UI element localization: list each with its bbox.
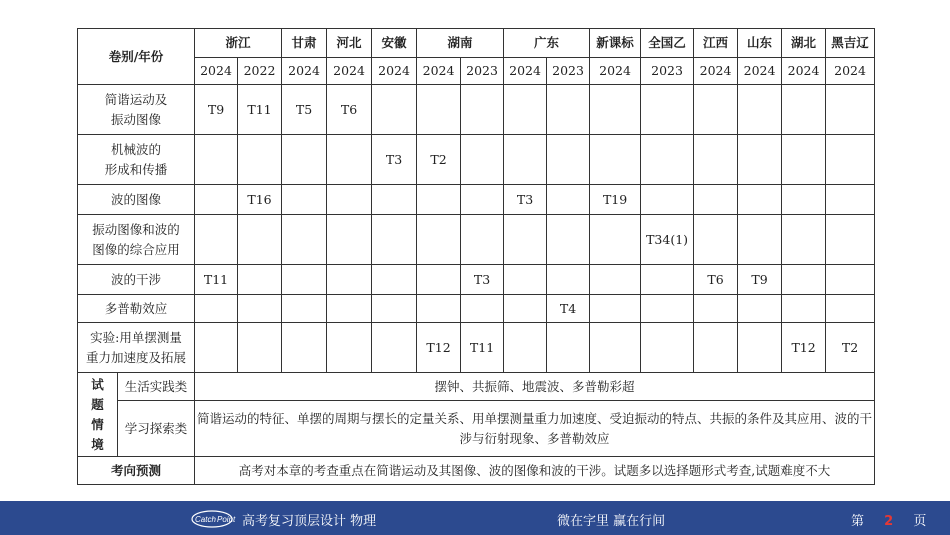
question-cell	[590, 135, 641, 185]
situation-type: 生活实践类	[118, 373, 195, 401]
year-cell: 2024	[782, 58, 826, 85]
question-cell	[195, 135, 238, 185]
question-cell: T11	[238, 85, 282, 135]
question-cell	[782, 265, 826, 295]
year-cell: 2024	[694, 58, 738, 85]
year-cell: 2024	[282, 58, 327, 85]
topic-label	[78, 215, 195, 265]
question-cell	[195, 295, 238, 323]
question-cell: T4	[547, 295, 590, 323]
year-cell: 2023	[641, 58, 694, 85]
question-cell	[282, 265, 327, 295]
situation-type: 学习探索类	[118, 401, 195, 457]
svg-text:Catch: Catch	[195, 515, 216, 524]
corner-label: 卷别/年份	[78, 29, 195, 85]
question-cell: T2	[826, 323, 875, 373]
question-cell	[738, 135, 782, 185]
question-cell	[782, 215, 826, 265]
question-cell	[590, 265, 641, 295]
topic-row	[78, 85, 875, 135]
question-cell	[694, 215, 738, 265]
year-cell: 2024	[504, 58, 547, 85]
question-cell	[327, 215, 372, 265]
question-cell: T12	[417, 323, 461, 373]
situation-char: 试	[91, 376, 104, 392]
page-prefix: 第	[851, 514, 865, 529]
question-cell: T11	[195, 265, 238, 295]
question-cell	[327, 265, 372, 295]
topic-line: 重力加速度及拓展	[86, 349, 187, 365]
question-cell	[782, 135, 826, 185]
year-cell: 2024	[590, 58, 641, 85]
year-cell: 2023	[547, 58, 590, 85]
forecast-text: 高考对本章的考查重点在简谐运动及其图像、波的图像和波的干涉。试题多以选择题形式考查,试题难度不大	[195, 457, 875, 485]
topic-line: 波的图像	[111, 191, 162, 207]
question-cell	[504, 323, 547, 373]
situation-row	[78, 373, 875, 401]
question-cell	[826, 265, 875, 295]
question-cell	[238, 323, 282, 373]
svg-text:Point: Point	[217, 515, 236, 524]
question-cell	[282, 215, 327, 265]
question-cell	[238, 215, 282, 265]
question-cell	[547, 265, 590, 295]
situation-char: 境	[91, 436, 104, 452]
question-cell: T34(1)	[641, 215, 694, 265]
province-header: 湖北	[782, 29, 826, 58]
exam-topic-table	[77, 28, 875, 485]
year-cell: 2024	[327, 58, 372, 85]
question-cell	[195, 215, 238, 265]
question-cell	[372, 85, 417, 135]
question-cell	[504, 135, 547, 185]
question-cell	[461, 295, 504, 323]
question-cell	[738, 185, 782, 215]
question-cell: T6	[327, 85, 372, 135]
question-cell: T3	[461, 265, 504, 295]
situation-char: 情	[91, 416, 104, 432]
question-cell	[461, 135, 504, 185]
question-cell: T6	[694, 265, 738, 295]
question-cell	[327, 295, 372, 323]
topic-label	[78, 185, 195, 215]
situation-text: 摆钟、共振筛、地震波、多普勒彩超	[195, 373, 875, 401]
question-cell	[238, 265, 282, 295]
question-cell	[238, 295, 282, 323]
page-suffix: 页	[913, 514, 927, 529]
topic-line: 振动图像和波的	[92, 221, 180, 237]
question-cell	[738, 215, 782, 265]
question-cell	[641, 185, 694, 215]
topic-label	[78, 295, 195, 323]
catchpoint-logo	[190, 508, 238, 530]
question-cell	[782, 295, 826, 323]
question-cell	[738, 85, 782, 135]
question-cell	[590, 295, 641, 323]
situation-row	[78, 401, 875, 457]
topic-label	[78, 323, 195, 373]
province-header: 浙江	[195, 29, 282, 58]
question-cell	[590, 323, 641, 373]
footer-title: 高考复习顶层设计 物理	[242, 514, 377, 529]
province-header: 河北	[327, 29, 372, 58]
question-cell	[504, 85, 547, 135]
question-cell	[417, 185, 461, 215]
question-cell	[238, 135, 282, 185]
province-header: 甘肃	[282, 29, 327, 58]
year-cell: 2024	[738, 58, 782, 85]
question-cell: T16	[238, 185, 282, 215]
footer-slogan: 微在字里 赢在行间	[557, 514, 666, 529]
topic-row	[78, 295, 875, 323]
year-cell: 2024	[195, 58, 238, 85]
question-cell	[694, 85, 738, 135]
question-cell: T3	[504, 185, 547, 215]
year-cell: 2024	[826, 58, 875, 85]
situation-text: 简谐运动的特征、单摆的周期与摆长的定量关系、用单摆测量重力加速度、受迫振动的特点、共振的条件及其应用、波的干涉与衍射现象、多普勒效应	[195, 401, 875, 457]
province-header: 全国乙	[641, 29, 694, 58]
question-cell: T12	[782, 323, 826, 373]
question-cell	[195, 323, 238, 373]
question-cell	[826, 295, 875, 323]
question-cell	[782, 185, 826, 215]
question-cell	[694, 135, 738, 185]
question-cell	[590, 215, 641, 265]
province-header: 安徽	[372, 29, 417, 58]
question-cell	[641, 265, 694, 295]
question-cell	[826, 215, 875, 265]
topic-line: 振动图像	[111, 111, 162, 127]
question-cell	[547, 323, 590, 373]
question-cell	[417, 265, 461, 295]
question-cell	[327, 185, 372, 215]
question-cell	[282, 135, 327, 185]
question-cell	[738, 295, 782, 323]
question-cell	[461, 185, 504, 215]
question-cell	[694, 295, 738, 323]
question-cell	[738, 323, 782, 373]
question-cell	[417, 215, 461, 265]
question-cell	[417, 295, 461, 323]
question-cell	[372, 295, 417, 323]
page-indicator	[851, 510, 926, 529]
topic-row	[78, 185, 875, 215]
question-cell	[547, 135, 590, 185]
year-cell: 2022	[238, 58, 282, 85]
year-cell: 2023	[461, 58, 504, 85]
header-row-years	[78, 58, 875, 85]
topic-label	[78, 135, 195, 185]
topic-label	[78, 85, 195, 135]
question-cell: T9	[195, 85, 238, 135]
question-cell	[282, 295, 327, 323]
topic-row	[78, 323, 875, 373]
question-cell	[782, 85, 826, 135]
situation-char: 题	[91, 396, 104, 412]
question-cell	[641, 323, 694, 373]
question-cell	[461, 215, 504, 265]
question-cell	[282, 185, 327, 215]
topic-line: 机械波的	[111, 141, 162, 157]
question-cell	[195, 185, 238, 215]
question-cell	[547, 185, 590, 215]
topic-row	[78, 135, 875, 185]
province-header: 江西	[694, 29, 738, 58]
topic-line: 形成和传播	[104, 161, 168, 177]
province-header: 黑吉辽	[826, 29, 875, 58]
situation-label	[78, 373, 118, 457]
year-cell: 2024	[417, 58, 461, 85]
forecast-label: 考向预测	[78, 457, 195, 485]
forecast-row	[78, 457, 875, 485]
question-cell	[826, 85, 875, 135]
question-cell	[461, 85, 504, 135]
question-cell	[327, 323, 372, 373]
topic-row	[78, 215, 875, 265]
province-header: 湖南	[417, 29, 504, 58]
question-cell: T2	[417, 135, 461, 185]
province-header: 广东	[504, 29, 590, 58]
year-cell: 2024	[372, 58, 417, 85]
topic-row	[78, 265, 875, 295]
question-cell	[826, 135, 875, 185]
page-number: 2	[884, 514, 894, 529]
province-header: 山东	[738, 29, 782, 58]
question-cell	[504, 295, 547, 323]
question-cell: T9	[738, 265, 782, 295]
topic-line: 实验:用单摆测量	[90, 329, 182, 345]
question-cell: T11	[461, 323, 504, 373]
question-cell	[372, 185, 417, 215]
question-cell	[641, 85, 694, 135]
topic-line: 波的干涉	[111, 271, 162, 287]
question-cell	[504, 215, 547, 265]
question-cell	[641, 135, 694, 185]
question-cell: T19	[590, 185, 641, 215]
province-header: 新课标	[590, 29, 641, 58]
question-cell	[372, 215, 417, 265]
question-cell	[694, 323, 738, 373]
question-cell	[504, 265, 547, 295]
topic-line: 图像的综合应用	[92, 241, 180, 257]
question-cell: T5	[282, 85, 327, 135]
topic-line: 多普勒效应	[104, 300, 168, 316]
question-cell	[547, 85, 590, 135]
topic-line: 简谐运动及	[104, 91, 168, 107]
header-row-provinces	[78, 29, 875, 58]
footer-bar	[0, 501, 950, 535]
question-cell	[372, 323, 417, 373]
question-cell: T3	[372, 135, 417, 185]
question-cell	[372, 265, 417, 295]
question-cell	[327, 135, 372, 185]
question-cell	[590, 85, 641, 135]
question-cell	[826, 185, 875, 215]
question-cell	[417, 85, 461, 135]
question-cell	[641, 295, 694, 323]
question-cell	[547, 215, 590, 265]
topic-label	[78, 265, 195, 295]
question-cell	[694, 185, 738, 215]
question-cell	[282, 323, 327, 373]
